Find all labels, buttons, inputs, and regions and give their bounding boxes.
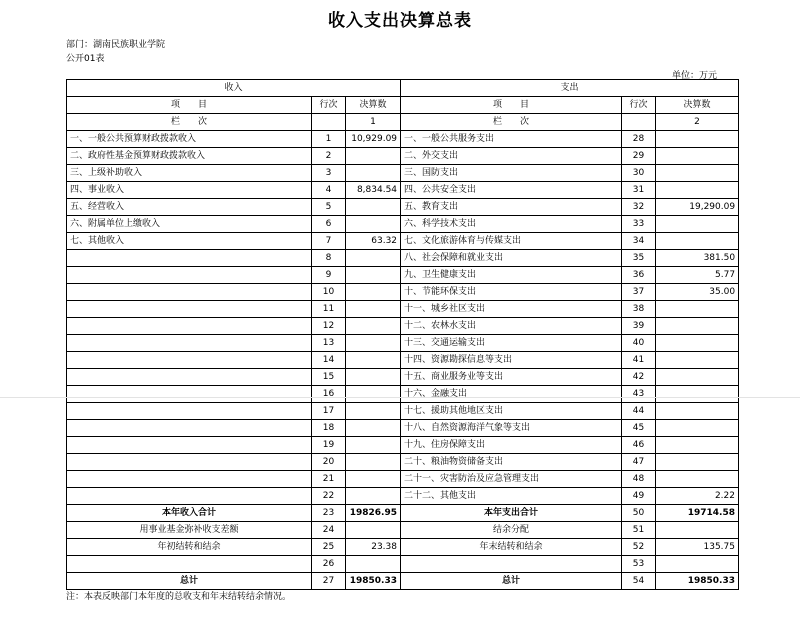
income-row-no-cell: 15 — [312, 369, 346, 386]
expense-item-cell: 二十二、其他支出 — [401, 488, 622, 505]
table-row — [67, 131, 739, 148]
table-row — [67, 556, 739, 573]
table-row — [67, 386, 739, 403]
income-amount-cell — [346, 216, 401, 233]
income-amount-cell — [346, 352, 401, 369]
table-row — [67, 522, 739, 539]
income-item-cell: 三、上级补助收入 — [67, 165, 312, 182]
income-amount-cell — [346, 165, 401, 182]
income-amount-cell — [346, 386, 401, 403]
income-amount-cell — [346, 454, 401, 471]
table-row — [67, 199, 739, 216]
expense-row-no-cell: 53 — [622, 556, 656, 573]
income-item-cell — [67, 352, 312, 369]
page-title: 收入支出决算总表 — [328, 11, 472, 31]
income-amount-cell — [346, 471, 401, 488]
income-row-no-cell: 27 — [312, 573, 346, 590]
expense-amount-cell — [656, 182, 739, 199]
expense-amount-cell: 381.50 — [656, 250, 739, 267]
income-row-no-cell: 10 — [312, 284, 346, 301]
expense-item-cell: 七、文化旅游体育与传媒支出 — [401, 233, 622, 250]
income-amount-cell — [346, 403, 401, 420]
table-row — [67, 539, 739, 556]
income-item-cell — [67, 556, 312, 573]
expense-row-no-cell: 50 — [622, 505, 656, 522]
income-row-no-cell: 20 — [312, 454, 346, 471]
income-amount-cell — [346, 199, 401, 216]
budget-table-top — [66, 79, 739, 403]
income-item-cell: 用事业基金弥补收支差额 — [67, 522, 312, 539]
expense-amount-cell — [656, 131, 739, 148]
income-amount-cell — [346, 556, 401, 573]
expense-amount-cell: 19850.33 — [656, 573, 739, 590]
footnote: 注：本表反映部门本年度的总收支和年末结转结余情况。 — [66, 592, 292, 602]
expense-row-no-cell: 45 — [622, 420, 656, 437]
expense-row-no-cell: 33 — [622, 216, 656, 233]
income-item-cell — [67, 301, 312, 318]
income-item-cell: 四、事业收入 — [67, 182, 312, 199]
income-item-cell — [67, 403, 312, 420]
expense-row-no-cell: 30 — [622, 165, 656, 182]
income-item-cell: 七、其他收入 — [67, 233, 312, 250]
table-row — [67, 488, 739, 505]
expense-amount-cell — [656, 420, 739, 437]
income-row-no-cell: 22 — [312, 488, 346, 505]
expense-item-cell: 八、社会保障和就业支出 — [401, 250, 622, 267]
income-item-cell — [67, 454, 312, 471]
expense-amount-cell — [656, 352, 739, 369]
income-item-cell: 五、经营收入 — [67, 199, 312, 216]
table-row — [67, 352, 739, 369]
expense-row-no-cell: 54 — [622, 573, 656, 590]
income-item-cell — [67, 437, 312, 454]
expense-section-header: 支出 — [401, 80, 739, 97]
expense-row-no-cell: 41 — [622, 352, 656, 369]
table-row — [67, 335, 739, 352]
expense-row-no-cell: 39 — [622, 318, 656, 335]
income-item-cell — [67, 488, 312, 505]
income-item-cell — [67, 318, 312, 335]
income-item-cell: 一、一般公共预算财政拨款收入 — [67, 131, 312, 148]
table-row — [67, 403, 739, 420]
table-row — [67, 318, 739, 335]
table-row — [67, 437, 739, 454]
income-row-no-cell: 26 — [312, 556, 346, 573]
income-item-cell: 本年收入合计 — [67, 505, 312, 522]
expense-row-no-cell: 37 — [622, 284, 656, 301]
expense-amount-cell — [656, 165, 739, 182]
expense-item-cell: 五、教育支出 — [401, 199, 622, 216]
expense-item-cell: 六、科学技术支出 — [401, 216, 622, 233]
income-amount-cell: 19850.33 — [346, 573, 401, 590]
income-row-no-cell: 19 — [312, 437, 346, 454]
expense-item-cell: 十五、商业服务业等支出 — [401, 369, 622, 386]
income-amount-cell: 10,929.09 — [346, 131, 401, 148]
expense-item-cell: 总计 — [401, 573, 622, 590]
page-break-line — [0, 397, 800, 398]
expense-amount-cell — [656, 522, 739, 539]
income-row-no-cell: 9 — [312, 267, 346, 284]
expense-item-cell: 十四、资源勘探信息等支出 — [401, 352, 622, 369]
expense-row-no-cell: 52 — [622, 539, 656, 556]
table-row — [67, 505, 739, 522]
expense-row-no-cell: 38 — [622, 301, 656, 318]
income-row-no-cell: 21 — [312, 471, 346, 488]
expense-item-cell: 十八、自然资源海洋气象等支出 — [401, 420, 622, 437]
table-row — [67, 454, 739, 471]
income-item-cell — [67, 369, 312, 386]
expense-amount-cell: 35.00 — [656, 284, 739, 301]
expense-item-cell: 二十一、灾害防治及应急管理支出 — [401, 471, 622, 488]
expense-amount-cell — [656, 471, 739, 488]
expense-row-no-cell: 48 — [622, 471, 656, 488]
expense-amount-cell — [656, 216, 739, 233]
income-item-cell: 六、附属单位上缴收入 — [67, 216, 312, 233]
expense-item-cell: 三、国防支出 — [401, 165, 622, 182]
income-amount-cell — [346, 318, 401, 335]
expense-amount-cell — [656, 233, 739, 250]
expense-item-cell: 十六、金融支出 — [401, 386, 622, 403]
income-amount-header: 决算数 — [346, 97, 401, 114]
income-item-cell — [67, 250, 312, 267]
expense-amount-cell — [656, 437, 739, 454]
expense-item-cell: 年末结转和结余 — [401, 539, 622, 556]
expense-amount-cell — [656, 386, 739, 403]
income-amount-cell: 8,834.54 — [346, 182, 401, 199]
income-item-cell — [67, 267, 312, 284]
income-row-no-cell: 16 — [312, 386, 346, 403]
income-amount-cell — [346, 250, 401, 267]
table-row — [67, 250, 739, 267]
expense-item-cell: 九、卫生健康支出 — [401, 267, 622, 284]
income-col-label: 栏 次 — [67, 114, 312, 131]
expense-amount-cell: 19,290.09 — [656, 199, 739, 216]
income-row-no-header: 行次 — [312, 97, 346, 114]
expense-row-no-cell: 46 — [622, 437, 656, 454]
expense-item-cell: 结余分配 — [401, 522, 622, 539]
income-row-no-cell: 1 — [312, 131, 346, 148]
expense-amount-cell: 135.75 — [656, 539, 739, 556]
expense-item-cell: 一、一般公共服务支出 — [401, 131, 622, 148]
expense-row-no-cell: 51 — [622, 522, 656, 539]
empty-cell — [622, 114, 656, 131]
income-item-cell — [67, 471, 312, 488]
income-row-no-cell: 13 — [312, 335, 346, 352]
expense-amount-cell — [656, 403, 739, 420]
expense-item-cell: 二、外交支出 — [401, 148, 622, 165]
table-row — [67, 301, 739, 318]
income-amount-cell — [346, 148, 401, 165]
table-row — [67, 573, 739, 590]
expense-amount-cell: 2.22 — [656, 488, 739, 505]
empty-cell — [312, 114, 346, 131]
income-amount-cell — [346, 437, 401, 454]
income-row-no-cell: 24 — [312, 522, 346, 539]
expense-row-no-cell: 42 — [622, 369, 656, 386]
income-item-cell — [67, 420, 312, 437]
income-row-no-cell: 18 — [312, 420, 346, 437]
income-row-no-cell: 12 — [312, 318, 346, 335]
department-label: 部门：湖南民族职业学院 — [66, 40, 166, 50]
table-row — [67, 233, 739, 250]
expense-row-no-cell: 43 — [622, 386, 656, 403]
expense-amount-cell: 5.77 — [656, 267, 739, 284]
income-amount-cell: 23.38 — [346, 539, 401, 556]
income-row-no-cell: 7 — [312, 233, 346, 250]
expense-amount-cell — [656, 148, 739, 165]
expense-row-no-cell: 28 — [622, 131, 656, 148]
income-row-no-cell: 6 — [312, 216, 346, 233]
income-amount-cell — [346, 420, 401, 437]
income-item-cell: 二、政府性基金预算财政拨款收入 — [67, 148, 312, 165]
income-section-header: 收入 — [67, 80, 401, 97]
income-amount-cell — [346, 522, 401, 539]
expense-item-cell: 十二、农林水支出 — [401, 318, 622, 335]
expense-amount-cell — [656, 556, 739, 573]
expense-item-cell: 十九、住房保障支出 — [401, 437, 622, 454]
expense-row-no-cell: 44 — [622, 403, 656, 420]
unit-label: 单位：万元 — [672, 71, 718, 81]
income-row-no-cell: 11 — [312, 301, 346, 318]
income-amount-cell: 63.32 — [346, 233, 401, 250]
income-item-cell — [67, 386, 312, 403]
expense-item-cell: 十三、交通运输支出 — [401, 335, 622, 352]
table-row — [67, 420, 739, 437]
income-amount-cell — [346, 267, 401, 284]
income-row-no-cell: 4 — [312, 182, 346, 199]
table-row — [67, 267, 739, 284]
expense-item-header: 项 目 — [401, 97, 622, 114]
column-index-row — [67, 114, 739, 131]
income-row-no-cell: 8 — [312, 250, 346, 267]
table-row — [67, 471, 739, 488]
expense-amount-cell — [656, 369, 739, 386]
expense-item-cell: 十、节能环保支出 — [401, 284, 622, 301]
income-amount-cell — [346, 284, 401, 301]
income-row-no-cell: 5 — [312, 199, 346, 216]
section-header-row — [67, 80, 739, 97]
budget-table-bottom — [66, 402, 739, 590]
income-amount-cell — [346, 301, 401, 318]
expense-item-cell: 十七、援助其他地区支出 — [401, 403, 622, 420]
column-header-row — [67, 97, 739, 114]
income-row-no-cell: 23 — [312, 505, 346, 522]
expense-amount-cell — [656, 335, 739, 352]
table-row — [67, 369, 739, 386]
form-number: 公开01表 — [66, 54, 105, 64]
income-col-index: 1 — [346, 114, 401, 131]
expense-amount-cell — [656, 301, 739, 318]
table-row — [67, 182, 739, 199]
income-item-cell — [67, 335, 312, 352]
expense-amount-cell: 19714.58 — [656, 505, 739, 522]
income-amount-cell — [346, 369, 401, 386]
expense-amount-cell — [656, 454, 739, 471]
income-amount-cell: 19826.95 — [346, 505, 401, 522]
table-row — [67, 165, 739, 182]
table-row — [67, 148, 739, 165]
expense-row-no-cell: 47 — [622, 454, 656, 471]
expense-row-no-cell: 40 — [622, 335, 656, 352]
table-row — [67, 284, 739, 301]
income-row-no-cell: 2 — [312, 148, 346, 165]
expense-row-no-cell: 35 — [622, 250, 656, 267]
income-item-header: 项 目 — [67, 97, 312, 114]
expense-col-label: 栏 次 — [401, 114, 622, 131]
expense-item-cell: 十一、城乡社区支出 — [401, 301, 622, 318]
expense-row-no-cell: 34 — [622, 233, 656, 250]
expense-row-no-cell: 31 — [622, 182, 656, 199]
income-row-no-cell: 17 — [312, 403, 346, 420]
expense-row-no-cell: 32 — [622, 199, 656, 216]
income-row-no-cell: 14 — [312, 352, 346, 369]
income-row-no-cell: 25 — [312, 539, 346, 556]
income-item-cell — [67, 284, 312, 301]
income-row-no-cell: 3 — [312, 165, 346, 182]
expense-amount-cell — [656, 318, 739, 335]
income-item-cell: 年初结转和结余 — [67, 539, 312, 556]
income-amount-cell — [346, 488, 401, 505]
expense-row-no-cell: 29 — [622, 148, 656, 165]
expense-item-cell: 二十、粮油物资储备支出 — [401, 454, 622, 471]
income-amount-cell — [346, 335, 401, 352]
expense-item-cell — [401, 556, 622, 573]
expense-amount-header: 决算数 — [656, 97, 739, 114]
expense-row-no-cell: 49 — [622, 488, 656, 505]
table-row — [67, 216, 739, 233]
expense-col-index: 2 — [656, 114, 739, 131]
expense-row-no-cell: 36 — [622, 267, 656, 284]
income-item-cell: 总计 — [67, 573, 312, 590]
expense-item-cell: 四、公共安全支出 — [401, 182, 622, 199]
expense-item-cell: 本年支出合计 — [401, 505, 622, 522]
expense-row-no-header: 行次 — [622, 97, 656, 114]
